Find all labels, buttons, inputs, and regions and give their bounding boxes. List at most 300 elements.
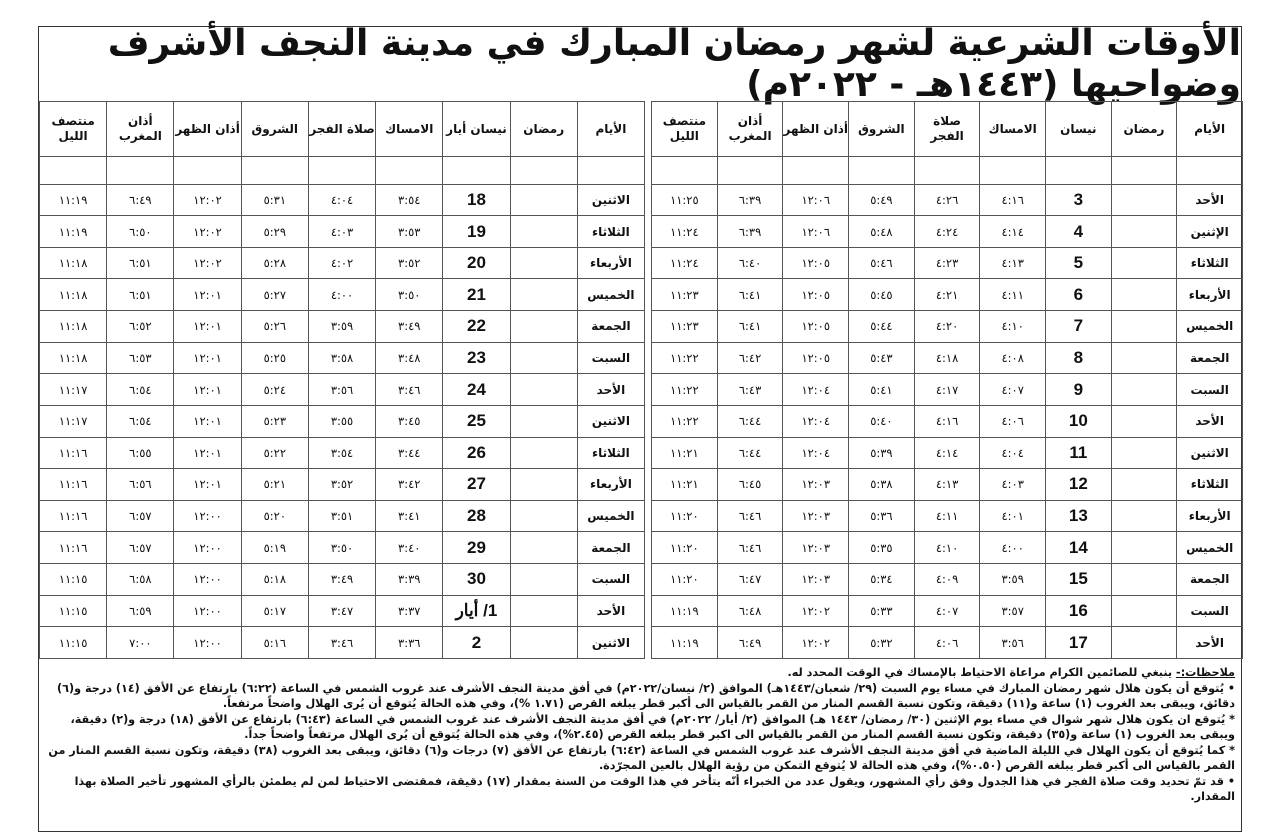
- table-cell: ٣:٣٩: [376, 563, 443, 595]
- table-cell: 6: [1046, 279, 1112, 311]
- table-cell: ٣:٥٢: [376, 247, 443, 279]
- table-cell: ٦:٤٣: [717, 374, 783, 406]
- table-row: [40, 563, 645, 595]
- table-cell: ٦:٥٤: [107, 374, 174, 406]
- table-cell: ٣:٤١: [376, 500, 443, 532]
- table-cell: ١٢:٠٥: [783, 342, 849, 374]
- table-cell: ٦:٤٥: [717, 469, 783, 501]
- table-cell: ٤:٠٤: [980, 437, 1046, 469]
- table-cell: ١٢:٠٠: [174, 500, 241, 532]
- table-cell: 7: [1046, 311, 1112, 343]
- column-header: نيسان: [1046, 102, 1112, 157]
- table-cell: الاثنين: [577, 405, 644, 437]
- table-cell: ٥:٤١: [849, 374, 915, 406]
- table-cell: [510, 469, 577, 501]
- table-cell: ٣:٤٩: [308, 563, 375, 595]
- table-cell: الأربعاء: [1177, 279, 1243, 311]
- table-row: [652, 627, 1243, 659]
- table-cell: ٦:٤١: [717, 311, 783, 343]
- table-cell: ١١:٢١: [652, 437, 718, 469]
- table-cell: ١٢:٠٠: [174, 595, 241, 627]
- table-cell: 12: [1046, 469, 1112, 501]
- table-cell: ١١:١٨: [40, 311, 107, 343]
- column-header: أذان الظهر: [174, 102, 241, 157]
- table-cell: ٤:١٤: [980, 216, 1046, 248]
- table-cell: ٥:٤٩: [849, 184, 915, 216]
- column-header: الشروق: [241, 102, 308, 157]
- table-row: [652, 469, 1243, 501]
- table-cell: ١٢:٠٣: [783, 563, 849, 595]
- table-cell: [1111, 405, 1177, 437]
- table-row: [40, 405, 645, 437]
- table-row: [40, 311, 645, 343]
- table-cell: [510, 374, 577, 406]
- table-cell: الأحد: [577, 595, 644, 627]
- table-cell: 10: [1046, 405, 1112, 437]
- empty-cell: [40, 157, 107, 185]
- table-cell: ٥:٤٥: [849, 279, 915, 311]
- table-cell: 26: [443, 437, 510, 469]
- table-cell: [510, 532, 577, 564]
- table-row: [652, 216, 1243, 248]
- table-cell: ٦:٤٤: [717, 437, 783, 469]
- note-line: * يُتوقع ان يكون هلال شهر شوال في مساء يوم الإثنين (٣٠/ رمضان/ ١٤٤٣ هـ) الموافق (٢/ أيار/ ٢٠٢٢م) في أفق مدينة النجف الأشرف عند غروب الشمس في الساعة (٦:٤٣) بارتفاع عن الأفق (١٨) درجة و(٢) دقيقة، ويبقى بعد الغروب (١) ساعة و(٣٥) دقيقة، وتكون نسبة القسم المنار من القمر بالقياس الى اكبر قطر يبلغه القرص (٢.٤٥%)، وفي هذه الحالة يُتوقع أن يُرى الهلال مرتفعاً واضحاً جداً.: [70, 712, 1235, 741]
- column-header: صلاة الفجر: [914, 102, 980, 157]
- right-table-block: [651, 101, 1243, 659]
- table-cell: 4: [1046, 216, 1112, 248]
- table-cell: ٣:٤٧: [308, 595, 375, 627]
- table-cell: ٦:٤٨: [717, 595, 783, 627]
- table-cell: ٥:٤٠: [849, 405, 915, 437]
- table-cell: ٥:٢٧: [241, 279, 308, 311]
- table-cell: ١١:١٥: [40, 595, 107, 627]
- table-cell: ٦:٣٩: [717, 216, 783, 248]
- table-cell: الأحد: [577, 374, 644, 406]
- table-cell: ٦:٥٥: [107, 437, 174, 469]
- table-cell: ٣:٣٧: [376, 595, 443, 627]
- table-cell: ٤:١٦: [980, 184, 1046, 216]
- table-cell: ١٢:٠٢: [174, 247, 241, 279]
- table-cell: ١١:١٥: [40, 627, 107, 659]
- table-cell: ٥:٢٨: [241, 247, 308, 279]
- table-row: [652, 595, 1243, 627]
- table-cell: ٥:٢٦: [241, 311, 308, 343]
- table-cell: 18: [443, 184, 510, 216]
- table-cell: ٤:٢٤: [914, 216, 980, 248]
- timetable-sheet: [38, 23, 1242, 832]
- table-cell: ٤:١٦: [914, 405, 980, 437]
- table-cell: ١٢:٠١: [174, 437, 241, 469]
- table-cell: [510, 437, 577, 469]
- table-row: [40, 216, 645, 248]
- table-cell: ١٢:٠١: [174, 469, 241, 501]
- column-header: رمضان: [510, 102, 577, 157]
- tables-area: [39, 101, 1241, 659]
- empty-cell: [849, 157, 915, 185]
- table-cell: 14: [1046, 532, 1112, 564]
- table-cell: ٥:١٧: [241, 595, 308, 627]
- empty-cell: [980, 157, 1046, 185]
- table-cell: ٦:٥٧: [107, 532, 174, 564]
- table-cell: ٣:٥١: [308, 500, 375, 532]
- column-header: أذان المغرب: [107, 102, 174, 157]
- table-cell: ٤:١٨: [914, 342, 980, 374]
- table-cell: [1111, 595, 1177, 627]
- table-cell: ٣:٤٩: [376, 311, 443, 343]
- table-cell: 24: [443, 374, 510, 406]
- table-cell: ٤:٢٣: [914, 247, 980, 279]
- table-cell: ٤:١٠: [980, 311, 1046, 343]
- table-cell: الجمعة: [577, 311, 644, 343]
- table-cell: ٥:٤٣: [849, 342, 915, 374]
- empty-cell: [308, 157, 375, 185]
- table-row: [40, 627, 645, 659]
- table-cell: ٥:٢١: [241, 469, 308, 501]
- table-row: [40, 469, 645, 501]
- table-cell: [510, 216, 577, 248]
- table-cell: ١٢:٠٥: [783, 247, 849, 279]
- table-cell: ١١:٢٢: [652, 405, 718, 437]
- table-cell: ٦:٤٩: [717, 627, 783, 659]
- table-cell: [1111, 279, 1177, 311]
- table-cell: ٥:٣٣: [849, 595, 915, 627]
- table-cell: 8: [1046, 342, 1112, 374]
- table-cell: ٤:٠١: [980, 500, 1046, 532]
- table-cell: [510, 342, 577, 374]
- table-cell: السبت: [577, 563, 644, 595]
- table-cell: ١٢:٠٤: [783, 437, 849, 469]
- table-cell: 28: [443, 500, 510, 532]
- table-cell: ٣:٤٦: [376, 374, 443, 406]
- column-header: منتصف الليل: [40, 102, 107, 157]
- table-cell: ٣:٥٥: [308, 405, 375, 437]
- table-cell: الخميس: [577, 500, 644, 532]
- table-cell: ١١:١٧: [40, 374, 107, 406]
- table-cell: ٤:٠٧: [980, 374, 1046, 406]
- table-cell: ٤:٠٠: [980, 532, 1046, 564]
- table-cell: ٣:٥٩: [308, 311, 375, 343]
- table-cell: 5: [1046, 247, 1112, 279]
- table-cell: ٦:٤٧: [717, 563, 783, 595]
- table-row: [40, 279, 645, 311]
- table-cell: ١١:١٦: [40, 500, 107, 532]
- table-cell: ١٢:٠٦: [783, 216, 849, 248]
- table-cell: ٤:٠٧: [914, 595, 980, 627]
- table-cell: [510, 627, 577, 659]
- table-cell: ٤:٢١: [914, 279, 980, 311]
- table-cell: ١٢:٠٢: [174, 184, 241, 216]
- note-line: • يُتوقع أن يكون هلال شهر رمضان المبارك في مساء يوم السبت (٢٩/ شعبان/١٤٤٣هـ) الموافق (٢/ نيسان/٢٠٢٢م) في أفق مدينة النجف الأشرف عند غروب الشمس في الساعة (٦:٢٢) بارتفاع عن الأفق (١٤) درجة و(٦) دقائق، ويبقى بعد الغروب (١) ساعة و(١١) دقيقة، وتكون نسبة القسم المنار من القمر بالقياس الى أكبر قطر يبلغه القرص (١.٧١ %)، وفي هذه الحالة يُتوقع أن يُرى الهلال واضحاً مرتفعاً.: [57, 681, 1235, 710]
- table-cell: ١٢:٠٣: [783, 469, 849, 501]
- table-cell: ١٢:٠٢: [783, 627, 849, 659]
- table-cell: [1111, 500, 1177, 532]
- table-cell: ٣:٤٨: [376, 342, 443, 374]
- table-row: [652, 405, 1243, 437]
- empty-cell: [1046, 157, 1112, 185]
- table-cell: ١١:١٩: [652, 595, 718, 627]
- table-cell: الخميس: [1177, 311, 1243, 343]
- empty-cell: [510, 157, 577, 185]
- table-cell: السبت: [1177, 595, 1243, 627]
- notes-section: [39, 659, 1241, 833]
- table-cell: الإثنين: [1177, 216, 1243, 248]
- table-cell: ٣:٥٢: [308, 469, 375, 501]
- table-cell: [510, 563, 577, 595]
- table-cell: ١٢:٠٠: [174, 563, 241, 595]
- table-cell: [1111, 563, 1177, 595]
- table-cell: ٦:٥٣: [107, 342, 174, 374]
- left-table: [39, 101, 645, 659]
- table-cell: ١١:١٥: [40, 563, 107, 595]
- table-cell: ١٢:٠١: [174, 374, 241, 406]
- right-table: [651, 101, 1243, 659]
- table-cell: ١١:١٩: [40, 184, 107, 216]
- table-cell: ٥:٤٨: [849, 216, 915, 248]
- table-cell: ١١:٢٢: [652, 374, 718, 406]
- table-cell: ١١:١٦: [40, 532, 107, 564]
- table-cell: [510, 311, 577, 343]
- table-cell: ١٢:٠٠: [174, 627, 241, 659]
- table-cell: 23: [443, 342, 510, 374]
- column-header: رمضان: [1111, 102, 1177, 157]
- table-row: [652, 247, 1243, 279]
- empty-cell: [443, 157, 510, 185]
- table-cell: ٣:٥٣: [376, 216, 443, 248]
- table-cell: ٦:٤٢: [717, 342, 783, 374]
- table-cell: ٣:٤٦: [308, 627, 375, 659]
- table-cell: ١١:١٨: [40, 247, 107, 279]
- table-cell: 13: [1046, 500, 1112, 532]
- table-cell: ١١:١٩: [652, 627, 718, 659]
- table-cell: ٥:٢٠: [241, 500, 308, 532]
- table-cell: الجمعة: [577, 532, 644, 564]
- table-cell: ١٢:٠٤: [783, 405, 849, 437]
- table-cell: ٣:٥٧: [980, 595, 1046, 627]
- column-header: منتصف الليل: [652, 102, 718, 157]
- table-cell: 19: [443, 216, 510, 248]
- table-cell: 15: [1046, 563, 1112, 595]
- table-cell: الأحد: [1177, 405, 1243, 437]
- table-cell: الأربعاء: [1177, 500, 1243, 532]
- table-cell: ٤:١٣: [980, 247, 1046, 279]
- table-cell: الجمعة: [1177, 563, 1243, 595]
- table-cell: ٦:٤٦: [717, 532, 783, 564]
- table-cell: 20: [443, 247, 510, 279]
- table-cell: 1/ أيار: [443, 595, 510, 627]
- table-cell: ٣:٥٦: [308, 374, 375, 406]
- empty-cell: [914, 157, 980, 185]
- table-cell: 9: [1046, 374, 1112, 406]
- empty-cell: [1111, 157, 1177, 185]
- table-row: [652, 279, 1243, 311]
- column-header: الامساك: [980, 102, 1046, 157]
- table-row: [652, 342, 1243, 374]
- table-cell: الجمعة: [1177, 342, 1243, 374]
- table-cell: ٤:١٧: [914, 374, 980, 406]
- table-cell: ٣:٤٠: [376, 532, 443, 564]
- table-cell: 25: [443, 405, 510, 437]
- table-cell: ٣:٥٠: [308, 532, 375, 564]
- table-cell: ٥:٢٩: [241, 216, 308, 248]
- table-cell: 29: [443, 532, 510, 564]
- table-cell: ٤:٠٦: [914, 627, 980, 659]
- table-cell: الثلاثاء: [1177, 247, 1243, 279]
- table-cell: ٥:٣٨: [849, 469, 915, 501]
- empty-cell: [107, 157, 174, 185]
- table-cell: ٦:٥٤: [107, 405, 174, 437]
- table-row: [652, 563, 1243, 595]
- table-cell: السبت: [1177, 374, 1243, 406]
- table-cell: ١٢:٠١: [174, 342, 241, 374]
- table-cell: ١٢:٠٣: [783, 532, 849, 564]
- table-cell: ١٢:٠٢: [174, 216, 241, 248]
- table-cell: ٣:٥٤: [308, 437, 375, 469]
- table-cell: ١١:٢٠: [652, 500, 718, 532]
- table-row: [40, 247, 645, 279]
- table-cell: الاثنين: [1177, 437, 1243, 469]
- table-cell: [510, 279, 577, 311]
- table-cell: ٥:٣١: [241, 184, 308, 216]
- table-cell: ٥:٣٦: [849, 500, 915, 532]
- table-cell: ٦:٤٤: [717, 405, 783, 437]
- table-cell: الثلاثاء: [577, 216, 644, 248]
- table-cell: ٣:٤٢: [376, 469, 443, 501]
- table-cell: ١٢:٠٥: [783, 279, 849, 311]
- table-cell: الأحد: [1177, 627, 1243, 659]
- table-cell: ٥:٣٩: [849, 437, 915, 469]
- column-header: الشروق: [849, 102, 915, 157]
- table-cell: ١٢:٠١: [174, 279, 241, 311]
- table-row: [652, 437, 1243, 469]
- table-cell: ٦:٤١: [717, 279, 783, 311]
- table-row: [40, 374, 645, 406]
- page-title: الأوقات الشرعية لشهر رمضان المبارك في مدينة النجف الأشرف وضواحيها (١٤٤٣هـ - ٢٠٢٢م): [107, 23, 1241, 105]
- table-row: [40, 595, 645, 627]
- table-cell: [510, 595, 577, 627]
- table-cell: ١٢:٠٦: [783, 184, 849, 216]
- table-cell: ٣:٤٥: [376, 405, 443, 437]
- table-row: [652, 532, 1243, 564]
- table-cell: ١٢:٠٢: [783, 595, 849, 627]
- table-cell: ٥:١٦: [241, 627, 308, 659]
- table-cell: ٤:٠٩: [914, 563, 980, 595]
- table-cell: ١١:٢٥: [652, 184, 718, 216]
- table-cell: ٦:٥١: [107, 247, 174, 279]
- table-cell: الاثنين: [577, 184, 644, 216]
- table-cell: ٣:٥٤: [376, 184, 443, 216]
- empty-cell: [577, 157, 644, 185]
- table-cell: الخميس: [577, 279, 644, 311]
- column-header: الامساك: [376, 102, 443, 157]
- table-cell: [510, 247, 577, 279]
- table-cell: ١١:٢٤: [652, 247, 718, 279]
- table-cell: [510, 405, 577, 437]
- table-cell: ١١:١٨: [40, 342, 107, 374]
- spacer-row: [652, 157, 1243, 185]
- table-row: [40, 437, 645, 469]
- table-cell: ١١:١٧: [40, 405, 107, 437]
- table-cell: ١١:١٨: [40, 279, 107, 311]
- table-cell: السبت: [577, 342, 644, 374]
- table-cell: ١٢:٠٠: [174, 532, 241, 564]
- table-cell: 22: [443, 311, 510, 343]
- table-cell: ١١:١٩: [40, 216, 107, 248]
- table-cell: الخميس: [1177, 532, 1243, 564]
- table-cell: ١٢:٠١: [174, 311, 241, 343]
- table-cell: ٥:٣٥: [849, 532, 915, 564]
- note-line: • قد تمّ تحديد وقت صلاة الفجر في هذا الجدول وفق رأي المشهور، ويقول عدد من الخبراء أنّه يتأخر في هذا الوقت من السنة بمقدار (١٧) دقيقة، فمقتضى الاحتياط لمن لم يطمئن بالرأي المشهور تأخير الصلاة بهذا المقدار.: [74, 774, 1235, 803]
- empty-cell: [174, 157, 241, 185]
- table-cell: الأحد: [1177, 184, 1243, 216]
- table-cell: ٤:٠٨: [980, 342, 1046, 374]
- table-cell: 17: [1046, 627, 1112, 659]
- table-row: [40, 184, 645, 216]
- table-cell: [510, 184, 577, 216]
- table-cell: ٤:١٤: [914, 437, 980, 469]
- table-cell: ٦:٣٩: [717, 184, 783, 216]
- table-row: [652, 374, 1243, 406]
- table-cell: 16: [1046, 595, 1112, 627]
- table-cell: ٣:٥٨: [308, 342, 375, 374]
- left-table-block: [39, 101, 645, 659]
- table-row: [652, 184, 1243, 216]
- table-cell: ١١:٢١: [652, 469, 718, 501]
- table-cell: ٥:١٩: [241, 532, 308, 564]
- table-cell: ٦:٥٩: [107, 595, 174, 627]
- table-cell: الأربعاء: [577, 469, 644, 501]
- table-cell: [510, 500, 577, 532]
- table-cell: 27: [443, 469, 510, 501]
- table-cell: [1111, 437, 1177, 469]
- table-cell: ٦:٥١: [107, 279, 174, 311]
- table-cell: ١٢:٠٣: [783, 500, 849, 532]
- table-cell: ١١:١٦: [40, 437, 107, 469]
- table-cell: ٦:٥٧: [107, 500, 174, 532]
- table-cell: ٦:٥٠: [107, 216, 174, 248]
- table-row: [652, 311, 1243, 343]
- table-cell: [1111, 374, 1177, 406]
- table-cell: 30: [443, 563, 510, 595]
- table-cell: ٦:٤٠: [717, 247, 783, 279]
- table-cell: ٤:٠٢: [308, 247, 375, 279]
- table-cell: ٥:٢٣: [241, 405, 308, 437]
- table-cell: ١١:٢٣: [652, 311, 718, 343]
- table-cell: ٤:١٠: [914, 532, 980, 564]
- table-cell: ٣:٥٠: [376, 279, 443, 311]
- table-cell: ١٢:٠١: [174, 405, 241, 437]
- empty-cell: [376, 157, 443, 185]
- table-cell: 11: [1046, 437, 1112, 469]
- spacer-row: [40, 157, 645, 185]
- table-cell: ٦:٥٨: [107, 563, 174, 595]
- table-cell: [1111, 311, 1177, 343]
- table-cell: ٤:٠٠: [308, 279, 375, 311]
- table-cell: ٥:٤٤: [849, 311, 915, 343]
- table-cell: ٥:٢٢: [241, 437, 308, 469]
- notes-header: ملاحظات:-: [1176, 666, 1235, 679]
- empty-cell: [717, 157, 783, 185]
- table-cell: [1111, 627, 1177, 659]
- table-cell: ١١:٢٤: [652, 216, 718, 248]
- table-cell: ٦:٤٩: [107, 184, 174, 216]
- table-cell: [1111, 184, 1177, 216]
- table-cell: ٥:٤٦: [849, 247, 915, 279]
- table-cell: ٤:٠٣: [308, 216, 375, 248]
- table-cell: [1111, 342, 1177, 374]
- table-cell: ٦:٥٦: [107, 469, 174, 501]
- table-cell: ٤:٠٣: [980, 469, 1046, 501]
- table-cell: ٥:١٨: [241, 563, 308, 595]
